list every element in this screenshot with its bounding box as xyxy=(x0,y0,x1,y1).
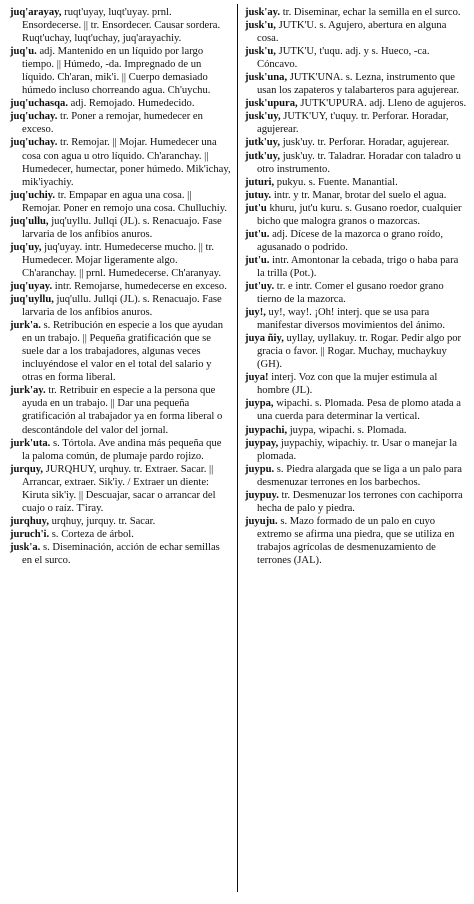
entry-headword: juq'ullu, xyxy=(10,215,49,227)
entry-headword: juq'uchiy. xyxy=(10,189,56,201)
entry-headword: juyuju. xyxy=(245,515,278,527)
dictionary-entry xyxy=(245,150,467,176)
entry-definition: khuru, jut'u kuru. s. Gusano roedor, cualquier bicho que malogra granos o mazorcas. xyxy=(257,202,462,227)
dictionary-entry xyxy=(245,189,467,202)
entry-headword: juq'uchasqa. xyxy=(10,98,68,110)
entry-definition: JUTK'UPURA. adj. Lleno de agujeros. xyxy=(297,98,467,110)
left-column xyxy=(10,6,231,567)
entry-definition: pukyu. s. Fuente. Manantial. xyxy=(274,176,398,188)
entry-definition: tr. Desmenuzar los terrones con cachiporra hecha de palo y piedra. xyxy=(257,489,463,514)
entry-definition: urqhuy, jurquy. tr. Sacar. xyxy=(48,515,156,527)
entry-definition: jusk'uy. tr. Taladrar. Horadar con taladro u otro instrumento. xyxy=(257,150,461,175)
entry-headword: juya! xyxy=(245,372,269,384)
dictionary-entry xyxy=(10,189,231,215)
entry-definition: tr. Empapar en agua una cosa. || Remojar. Poner en remojo una cosa. Chulluchiy. xyxy=(22,189,227,214)
entry-headword: juq'arayay, xyxy=(10,7,62,18)
dictionary-entry xyxy=(245,6,467,19)
entry-definition: s. Retribución en especie a los que ayudan en un trabajo. || Pequeña gratificación que se suele dar a los trabajadores, algunas veces incluyéndose el valor en el total del salario y otras en forma liberal. xyxy=(22,320,224,384)
dictionary-entry xyxy=(245,424,467,437)
dictionary-entry xyxy=(245,371,467,397)
dictionary-entry xyxy=(245,437,467,463)
entry-headword: juturi, xyxy=(245,176,275,188)
entry-headword: juq'uyay. xyxy=(10,280,53,292)
entry-definition: juq'uyllu. Jullqi (JL). s. Renacuajo. Fase larvaria de los anfibios anuros. xyxy=(22,215,222,240)
entry-definition: JUTK'UY, t'uquy. tr. Perforar. Horadar, agujerear. xyxy=(257,111,449,136)
entry-definition: JUTK'U, t'uqu. adj. y s. Hueco, -ca. Cóncavo. xyxy=(257,46,430,71)
entry-headword: juypuy. xyxy=(245,489,279,501)
entry-definition: intr. y tr. Manar, brotar del suelo el agua. xyxy=(271,189,447,201)
dictionary-entry xyxy=(245,254,467,280)
entry-definition: intr. Remojarse, humedecerse en exceso. xyxy=(52,280,227,292)
entry-headword: jusk'una, xyxy=(245,72,288,84)
entry-headword: jutk'uy, xyxy=(245,150,281,162)
entry-headword: jurk'ay. xyxy=(10,385,46,397)
entry-definition: adj. Mantenido en un líquido por largo tiempo. || Húmedo, -da. Impregnado de un líquido. Ch'aran, mik'i. || Cuerpo demasiado húmedo incluso chorreando agua. Ch'uychu. xyxy=(22,46,211,97)
entry-headword: juq'uyllu, xyxy=(10,294,54,306)
dictionary-entry xyxy=(245,280,467,306)
entry-definition: tr. Poner a remojar, humedecer en exceso. xyxy=(22,111,203,136)
entry-definition: JUTK'UNA. s. Lezna, instrumento que usan los zapateros y talabarteros para agujerear. xyxy=(257,72,460,97)
dictionary-entry xyxy=(10,215,231,241)
entry-definition: uy!, way!. ¡Oh! interj. que se usa para manifestar diversos movimientos del ánimo. xyxy=(257,307,446,332)
entry-definition: JURQHUY, urqhuy. tr. Extraer. Sacar. || Arrancar, extraer. Sik'iy. / Extraer un diente: Kiruta sik'iy. || Descuajar, sacar o arrancar del cuajo o raíz. T'iray. xyxy=(22,463,216,514)
dictionary-entry xyxy=(10,384,231,436)
entry-definition: ruqt'uyay, luqt'uyay. prnl. Ensordecerse. || tr. Ensordecer. Causar sordera. Ruqt'uchay, luqt'uchay, juq'arayachiy. xyxy=(22,7,221,45)
entry-definition: s. Mazo formado de un palo en cuyo extremo se afirma una piedra, que se utiliza en trabajos agrícolas de desmenuzamiento de terrones (JAL). xyxy=(257,515,455,566)
column-divider xyxy=(237,4,238,892)
entry-headword: jusk'upura, xyxy=(245,98,298,110)
entry-definition: interj. Voz con que la mujer estimula al hombre (JL). xyxy=(257,372,438,397)
entry-headword: jusk'u, xyxy=(245,46,276,58)
dictionary-entry xyxy=(10,136,231,188)
dictionary-entry xyxy=(10,280,231,293)
entry-headword: jusk'u, xyxy=(245,20,276,32)
dictionary-entry xyxy=(10,110,231,136)
entry-headword: juq'uy, xyxy=(10,241,42,253)
entry-definition: s. Piedra alargada que se liga a un palo para desmenuzar terrones en los barbechos. xyxy=(257,463,462,488)
dictionary-entry xyxy=(245,397,467,423)
entry-headword: jusk'uy, xyxy=(245,111,281,123)
entry-headword: juruch'i. xyxy=(10,528,50,540)
dictionary-entry xyxy=(245,110,467,136)
dictionary-entry xyxy=(10,6,231,45)
entry-headword: juq'uchay. xyxy=(10,111,58,123)
dictionary-entry xyxy=(10,515,231,528)
entry-definition: s. Corteza de árbol. xyxy=(49,528,134,540)
entry-headword: jut'u. xyxy=(245,254,270,266)
entry-definition: jusk'uy. tr. Perforar. Horadar, agujerear. xyxy=(280,137,450,149)
entry-headword: jurk'a. xyxy=(10,320,41,332)
dictionary-entry xyxy=(10,437,231,463)
entry-headword: jurquy, xyxy=(10,463,44,475)
entry-definition: adj. Remojado. Humedecido. xyxy=(68,98,195,110)
entry-definition: intr. Amontonar la cebada, trigo o haba para la trilla (Pot.). xyxy=(257,254,459,279)
entry-headword: juq'u. xyxy=(10,46,37,58)
entry-headword: juypa, xyxy=(245,398,274,410)
dictionary-entry xyxy=(10,463,231,515)
entry-headword: juypay, xyxy=(245,437,279,449)
dictionary-entry xyxy=(10,541,231,567)
entry-definition: s. Diseminación, acción de echar semillas en el surco. xyxy=(22,541,220,566)
entry-headword: jurk'uta. xyxy=(10,437,51,449)
entry-definition: juq'uyay. intr. Humedecerse mucho. || tr. Humedecer. Mojar ligeramente algo. Ch'aranchay. || prnl. Humedecerse. Ch'aranyay. xyxy=(22,241,222,279)
entry-headword: juq'uchay. xyxy=(10,137,58,149)
dictionary-entry xyxy=(245,489,467,515)
entry-definition: tr. Remojar. || Mojar. Humedecer una cosa con agua u otro líquido. Ch'aranchay. || Humedecer, humectar, poner húmedo. Mik'ichay, mik'iyachiy. xyxy=(22,137,231,188)
dictionary-entry xyxy=(10,241,231,280)
entry-definition: tr. Retribuir en especie a la persona que ayuda en un trabajo. || Dar una pequeña gratificación al trabajador ya en forma liberal o descontándole del valor del jornal. xyxy=(22,385,223,436)
dictionary-entry xyxy=(245,515,467,567)
dictionary-entry xyxy=(245,463,467,489)
dictionary-entry xyxy=(10,319,231,384)
entry-headword: juypachi, xyxy=(245,424,288,436)
entry-headword: jusk'a. xyxy=(10,541,41,553)
entry-definition: juypachiy, wipachiy. tr. Usar o manejar la plomada. xyxy=(257,437,457,462)
entry-definition: tr. e intr. Comer el gusano roedor grano tierno de la mazorca. xyxy=(257,280,444,306)
entry-headword: jutuy. xyxy=(245,189,272,201)
dictionary-entry xyxy=(245,136,467,149)
entry-definition: adj. Dícese de la mazorca o grano roído, agusanado o podrido. xyxy=(257,228,443,253)
entry-headword: jut'u. xyxy=(245,228,270,240)
entry-headword: jusk'ay. xyxy=(245,7,281,18)
entry-definition: tr. Diseminar, echar la semilla en el surco. xyxy=(280,7,461,18)
entry-headword: jut'uy. xyxy=(245,280,275,292)
dictionary-entry xyxy=(245,332,467,371)
entry-headword: jutk'uy, xyxy=(245,137,281,149)
dictionary-entry xyxy=(10,97,231,110)
dictionary-entry xyxy=(245,97,467,110)
entry-definition: juypa, wipachi. s. Plomada. xyxy=(287,424,407,436)
dictionary-entry xyxy=(245,176,467,189)
dictionary-entry xyxy=(245,19,467,45)
dictionary-entry xyxy=(245,228,467,254)
dictionary-entry xyxy=(10,45,231,97)
right-column xyxy=(245,6,467,567)
entry-headword: jurqhuy, xyxy=(10,515,49,527)
entry-headword: juypu. xyxy=(245,463,275,475)
entry-definition: JUTK'U. s. Agujero, abertura en alguna cosa. xyxy=(257,20,447,45)
entry-headword: juy!, xyxy=(245,307,266,319)
dictionary-entry xyxy=(245,71,467,97)
dictionary-entry xyxy=(245,45,467,71)
entry-headword: juya ñiy, xyxy=(245,333,284,345)
dictionary-entry xyxy=(245,306,467,332)
dictionary-entry xyxy=(10,293,231,319)
entry-definition: uyllay, uyllakuy. tr. Rogar. Pedir algo por gracia o favor. || Rogar. Muchay, muchaykuy (GH). xyxy=(257,333,462,371)
entry-definition: juq'ullu. Jullqi (JL). s. Renacuajo. Fase larvaria de los anfibios anuros. xyxy=(22,294,222,319)
entry-headword: jut'u xyxy=(245,202,267,214)
dictionary-entry xyxy=(10,528,231,541)
entry-definition: s. Tórtola. Ave andina más pequeña que la paloma común, de plumaje pardo rojizo. xyxy=(22,437,222,462)
dictionary-entry xyxy=(245,202,467,228)
entry-definition: wipachi. s. Plomada. Pesa de plomo atada a una cuerda para determinar la vertical. xyxy=(257,398,461,423)
